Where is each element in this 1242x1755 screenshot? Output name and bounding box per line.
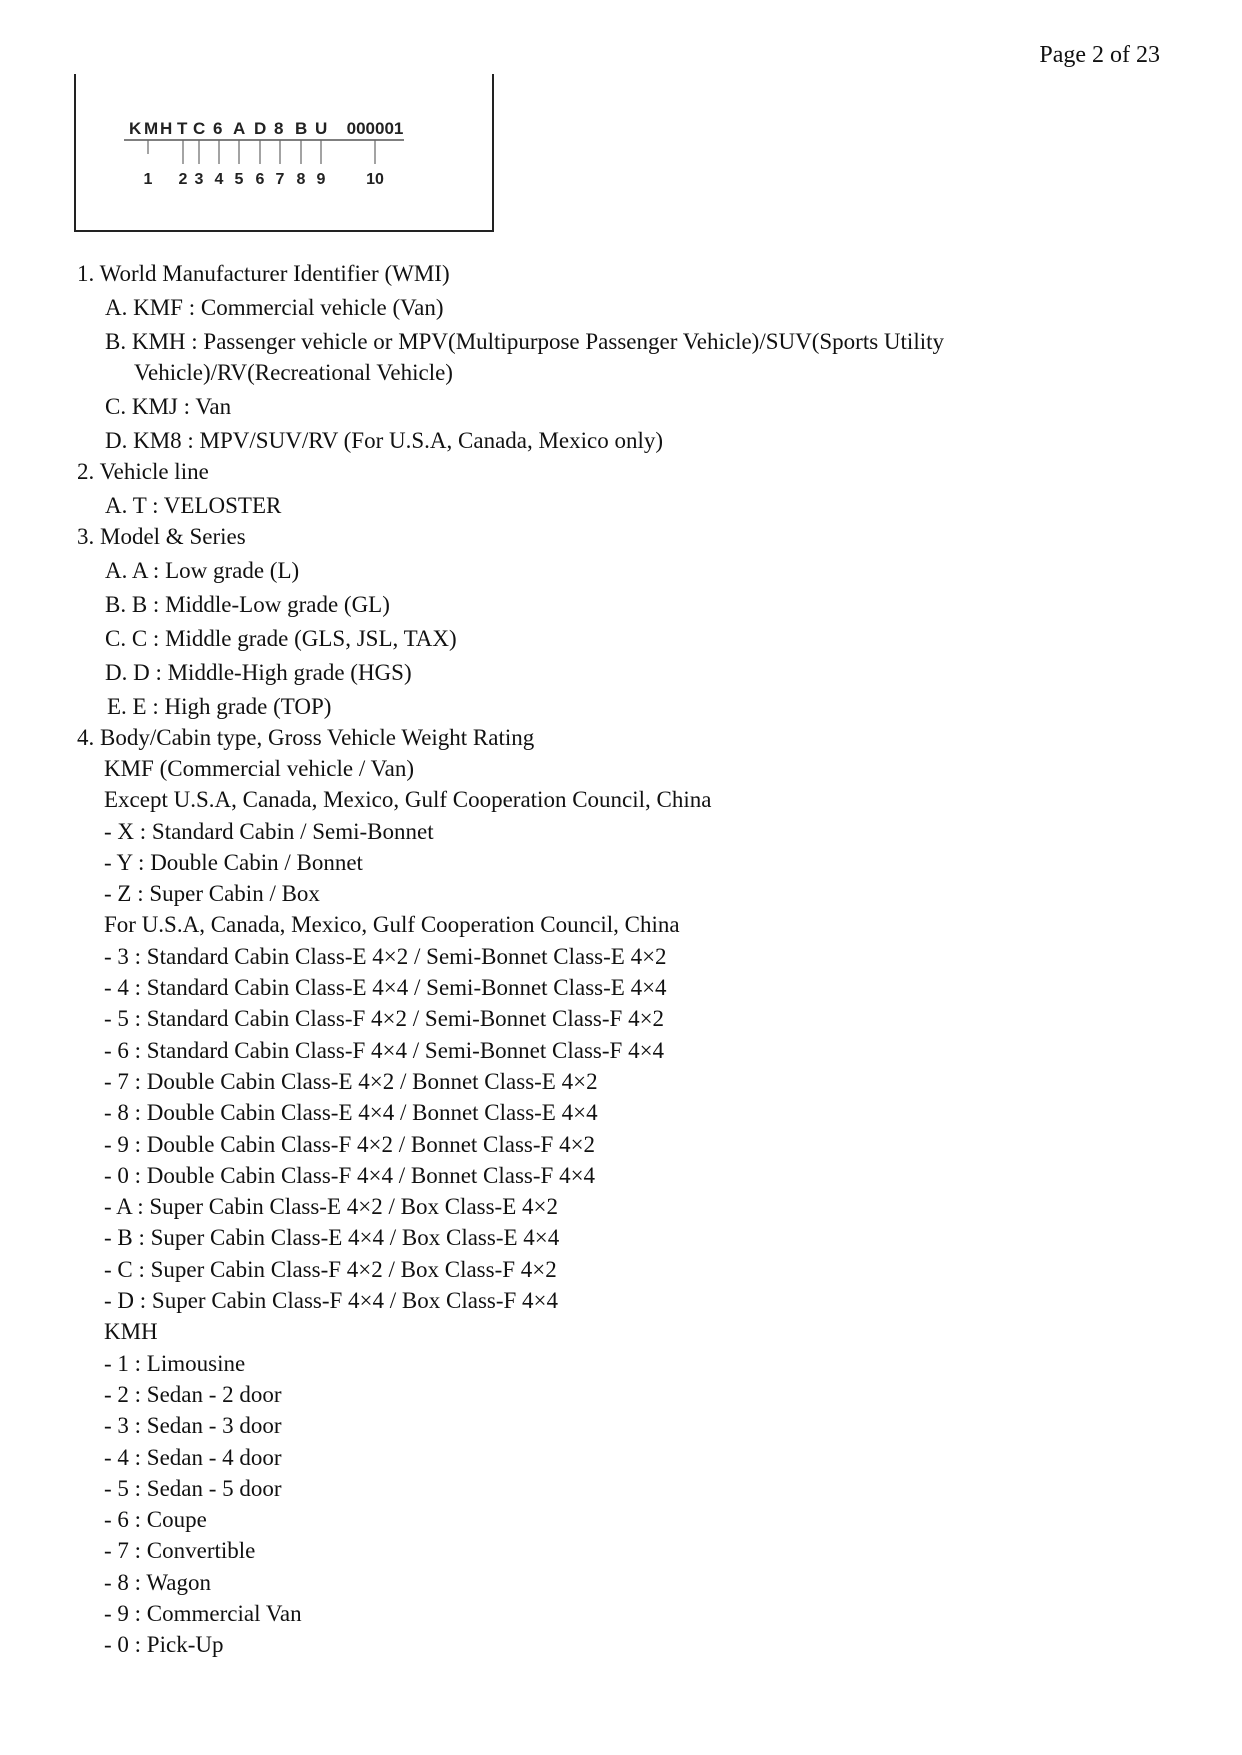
body-type-line: - 5 : Standard Cabin Class-F 4×2 / Semi-Bonnet Class-F 4×2 xyxy=(104,1006,665,1032)
vin-diagram-svg xyxy=(76,74,496,232)
list-item: D. KM8 : MPV/SUV/RV (For U.S.A, Canada, Mexico only) xyxy=(105,428,664,453)
body-type-line: - 8 : Double Cabin Class-E 4×4 / Bonnet Class-E 4×4 xyxy=(104,1100,598,1126)
vin-char: H xyxy=(160,119,173,138)
body-type-line: - 4 : Sedan - 4 door xyxy=(104,1444,282,1470)
body-type-line: - 9 : Commercial Van xyxy=(104,1601,302,1627)
body-type-line: - 7 : Convertible xyxy=(104,1538,256,1564)
vin-position-number: 7 xyxy=(275,171,285,188)
vin-position-number: 6 xyxy=(255,171,265,188)
body-type-line: - B : Super Cabin Class-E 4×4 / Box Class-E 4×4 xyxy=(104,1225,560,1251)
body-type-line: KMH xyxy=(104,1319,158,1345)
body-type-line: - 9 : Double Cabin Class-F 4×2 / Bonnet Class-F 4×2 xyxy=(104,1131,596,1157)
vin-char: D xyxy=(254,119,267,138)
body-type-lines xyxy=(77,753,1177,1661)
vin-position-number: 1 xyxy=(143,171,153,188)
section-heading: 3. Model & Series xyxy=(77,524,246,549)
vin-position-number: 10 xyxy=(366,171,384,188)
vin-position-number: 5 xyxy=(234,171,244,188)
body-type-line: - 8 : Wagon xyxy=(104,1569,211,1595)
body-type-line: - 0 : Pick-Up xyxy=(104,1632,224,1658)
body-type-line: - Z : Super Cabin / Box xyxy=(104,881,320,907)
body-type-line: - 6 : Coupe xyxy=(104,1507,207,1533)
vin-char: A xyxy=(233,119,246,138)
section-heading: 1. World Manufacturer Identifier (WMI) xyxy=(77,261,450,286)
page-number: Page 2 of 23 xyxy=(1039,42,1160,68)
body-type-line: - 7 : Double Cabin Class-E 4×2 / Bonnet Class-E 4×2 xyxy=(104,1068,598,1094)
body-type-line: - X : Standard Cabin / Semi-Bonnet xyxy=(104,818,434,844)
vin-position-number: 9 xyxy=(316,171,326,188)
list-item: B. B : Middle-Low grade (GL) xyxy=(105,592,390,617)
vin-char: C xyxy=(193,119,206,138)
vin-position-number: 2 xyxy=(178,171,188,188)
body-type-line: - 3 : Standard Cabin Class-E 4×2 / Semi-Bonnet Class-E 4×2 xyxy=(104,943,667,969)
body-type-line: - 6 : Standard Cabin Class-F 4×4 / Semi-Bonnet Class-F 4×4 xyxy=(104,1037,665,1063)
list-item: D. D : Middle-High grade (HGS) xyxy=(105,660,412,685)
body-type-line: - 5 : Sedan - 5 door xyxy=(104,1475,282,1501)
list-item: B. KMH : Passenger vehicle or MPV(Multipurpose Passenger Vehicle)/SUV(Sports Utility xyxy=(105,329,944,354)
body-type-line: KMF (Commercial vehicle / Van) xyxy=(104,756,415,781)
section-heading: 4. Body/Cabin type, Gross Vehicle Weight Rating xyxy=(77,725,535,750)
vin-char: T xyxy=(177,119,188,138)
body-type-line: - 4 : Standard Cabin Class-E 4×4 / Semi-Bonnet Class-E 4×4 xyxy=(104,975,667,1001)
vin-char: M xyxy=(144,119,159,138)
vin-char: 000001 xyxy=(346,119,404,138)
list-item: A. T : VELOSTER xyxy=(105,493,282,518)
body-type-line: - A : Super Cabin Class-E 4×2 / Box Class-E 4×2 xyxy=(104,1194,558,1220)
vin-description-list xyxy=(77,258,1177,1661)
body-type-line: - 0 : Double Cabin Class-F 4×4 / Bonnet Class-F 4×4 xyxy=(104,1162,596,1188)
vin-position-number: 3 xyxy=(194,171,204,188)
body-type-line: Except U.S.A, Canada, Mexico, Gulf Cooperation Council, China xyxy=(104,787,712,813)
vin-char: K xyxy=(129,119,142,138)
body-type-line: For U.S.A, Canada, Mexico, Gulf Cooperation Council, China xyxy=(104,912,680,938)
list-item: C. KMJ : Van xyxy=(105,394,232,419)
list-item-continuation: Vehicle)/RV(Recreational Vehicle) xyxy=(134,360,453,385)
vin-position-number: 8 xyxy=(296,171,306,188)
body-type-line: - Y : Double Cabin / Bonnet xyxy=(104,849,363,875)
body-type-line: - C : Super Cabin Class-F 4×2 / Box Class-F 4×2 xyxy=(104,1256,557,1282)
body-type-line: - 1 : Limousine xyxy=(104,1350,246,1376)
vin-position-number: 4 xyxy=(214,171,224,188)
list-item: E. E : High grade (TOP) xyxy=(107,694,332,719)
body-type-line: - D : Super Cabin Class-F 4×4 / Box Class-F 4×4 xyxy=(104,1288,559,1314)
body-type-line: - 3 : Sedan - 3 door xyxy=(104,1413,282,1439)
list-item: A. A : Low grade (L) xyxy=(105,558,300,583)
vin-char: U xyxy=(315,119,328,138)
vin-diagram xyxy=(74,74,494,232)
list-item: C. C : Middle grade (GLS, JSL, TAX) xyxy=(105,626,457,651)
watermark xyxy=(578,1665,581,1675)
list-item: A. KMF : Commercial vehicle (Van) xyxy=(105,295,444,320)
vin-char: 6 xyxy=(213,119,223,138)
vin-char: B xyxy=(295,119,308,138)
vin-char: 8 xyxy=(274,119,284,138)
section-heading: 2. Vehicle line xyxy=(77,459,209,484)
body-type-line: - 2 : Sedan - 2 door xyxy=(104,1381,282,1407)
